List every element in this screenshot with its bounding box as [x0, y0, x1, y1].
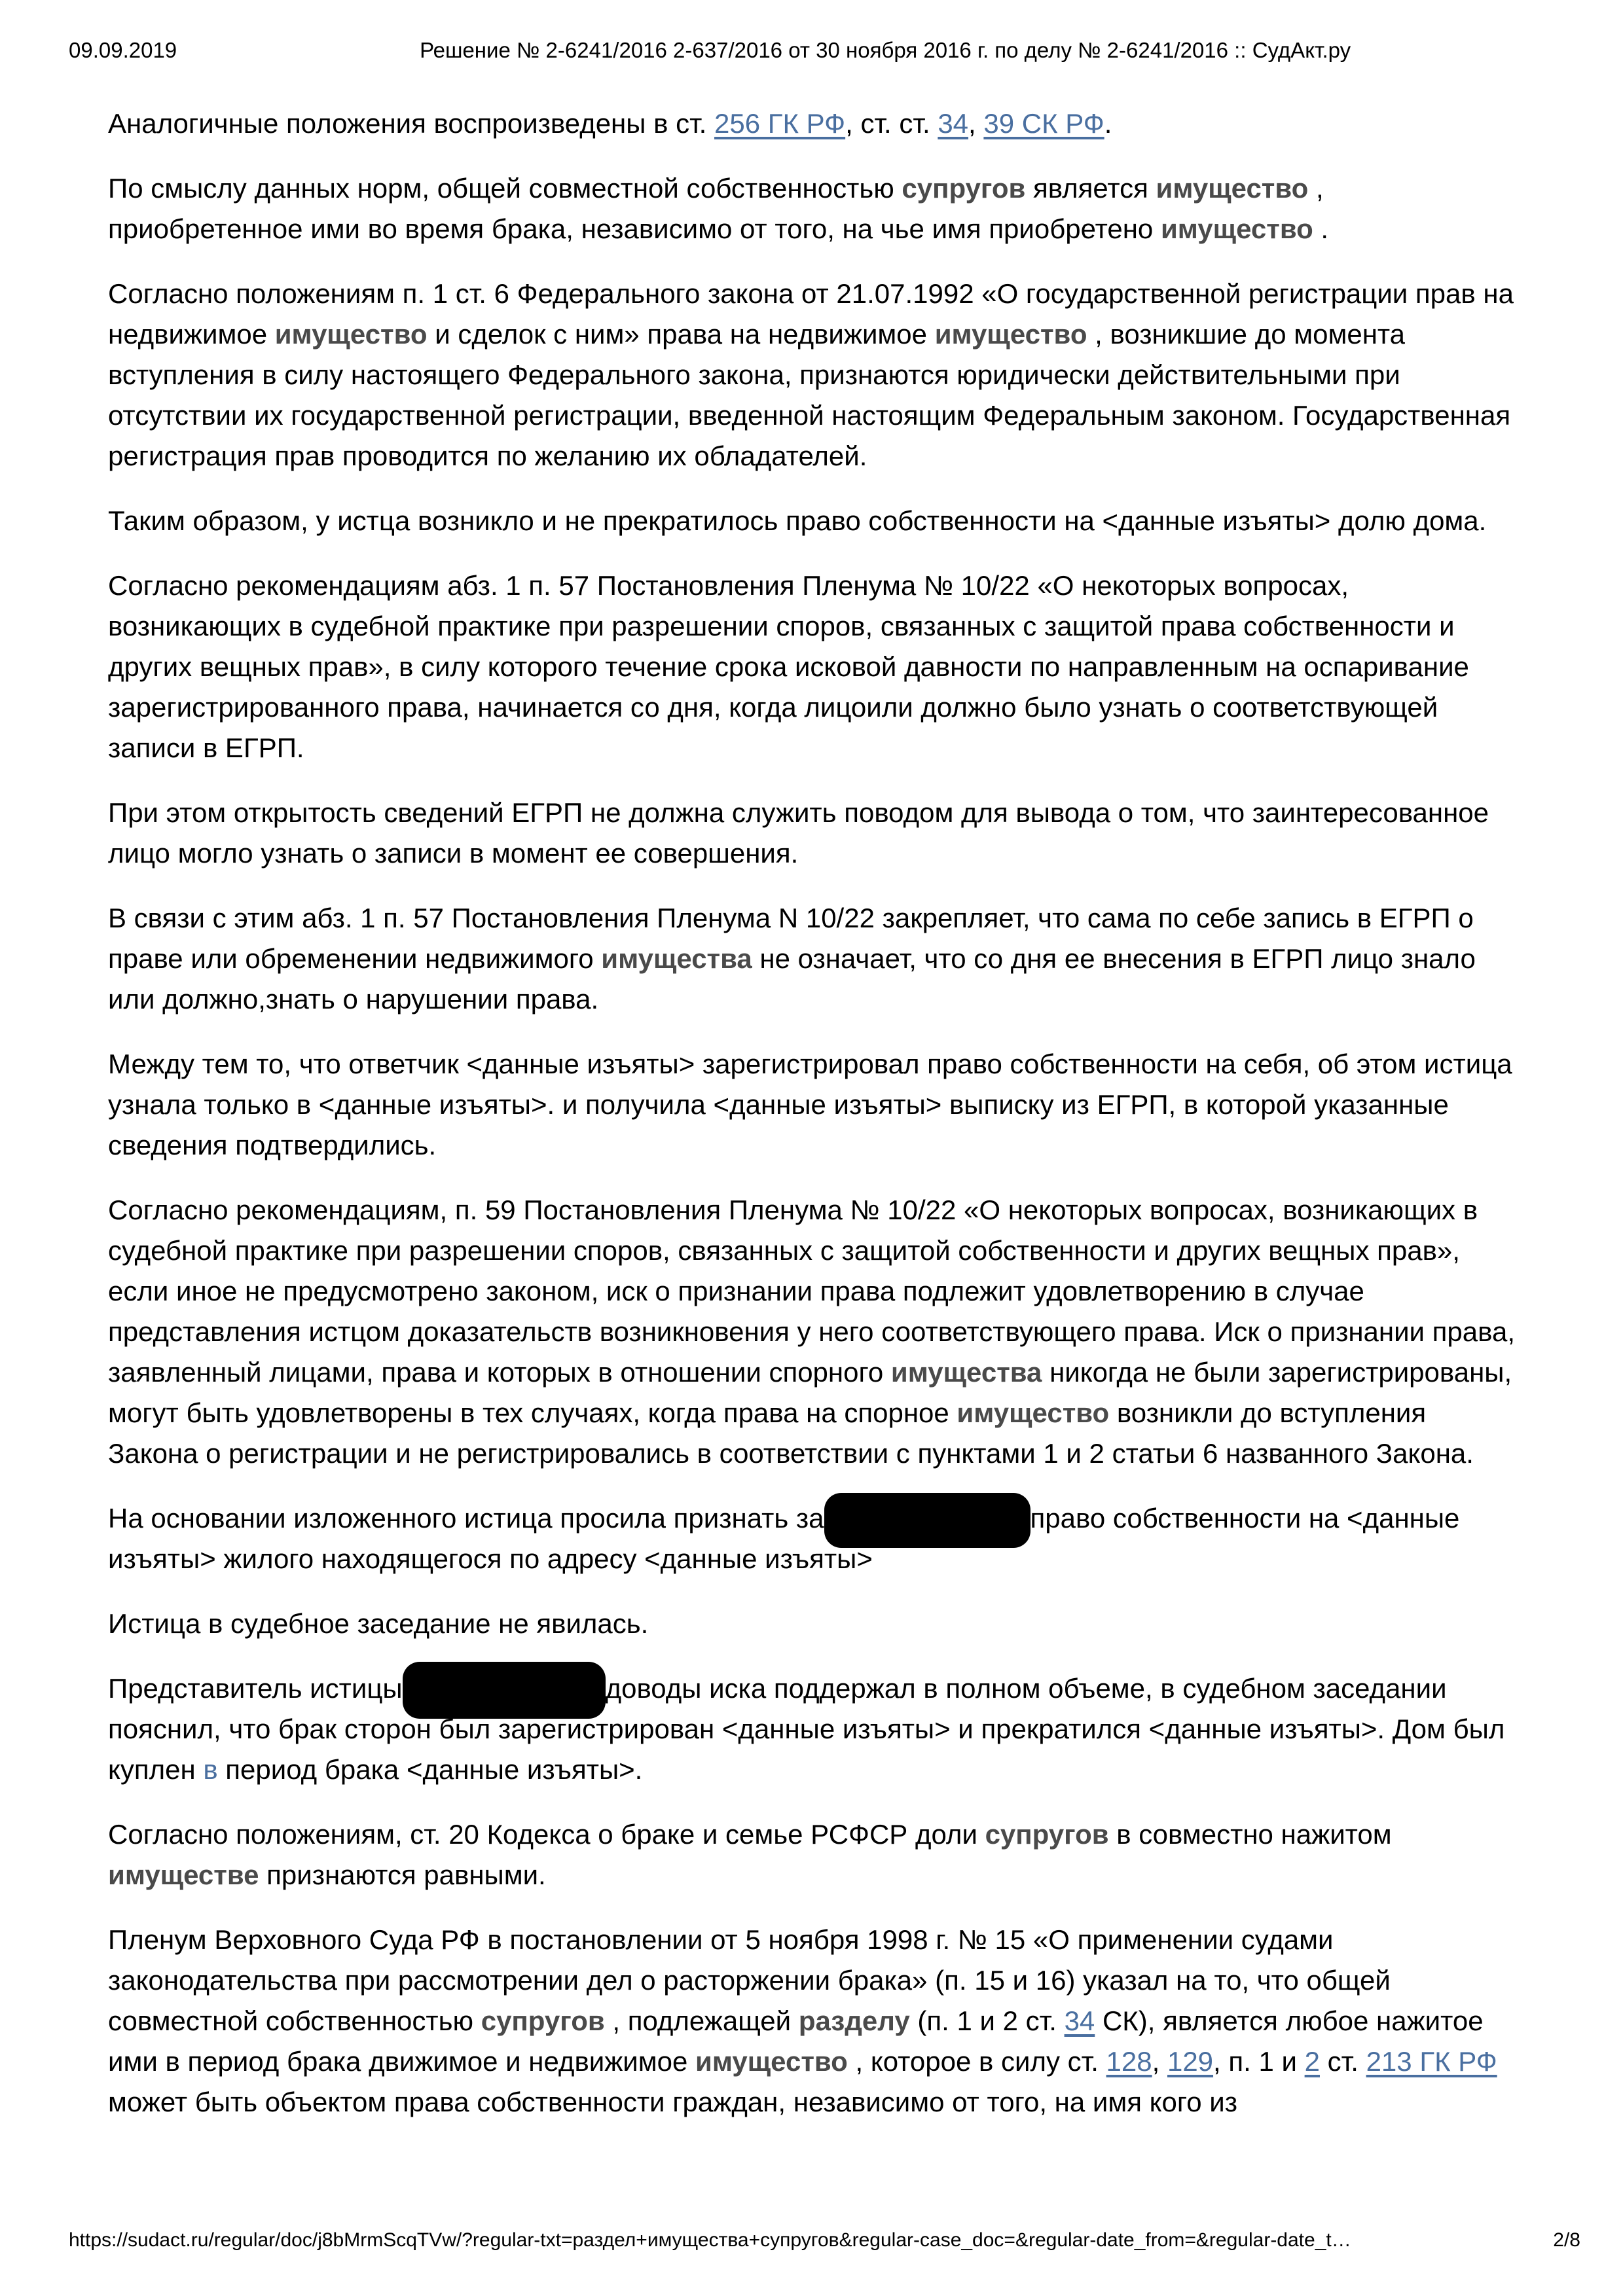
redaction-bar [824, 1493, 1030, 1548]
highlighted-term: супругов [902, 173, 1026, 204]
print-header [69, 37, 1554, 63]
text-run: никогда не были зарегистрированы, могут быть удовлетворены в тех случаях, когда права на спорное [108, 1357, 1512, 1428]
paragraph-9 [108, 1190, 1516, 1474]
law-link[interactable]: 39 СК РФ [983, 108, 1104, 139]
text-run: право собственности на <данные изъяты> жилого находящегося по адресу <данные изъяты> [108, 1503, 1460, 1574]
paragraph-6 [108, 793, 1516, 874]
text-run: возникли до вступления Закона о регистрации и не регистрировались в соответствии с пунктами 1 и 2 статьи 6 названного Закона. [108, 1397, 1474, 1469]
source-url: https://sudact.ru/regular/doc/j8bMrmScqTVw/?regular-txt=раздел+имущества+супругов&regular-case_doc=&regular-date_from=&regular-date_t… [69, 2229, 1351, 2251]
highlighted-term: имуществе [108, 1859, 259, 1890]
paragraph-14 [108, 1920, 1516, 2123]
highlighted-term: имущество [695, 2046, 848, 2077]
text-run: Согласно положениям п. 1 ст. 6 Федерального закона от 21.07.1992 «О государственной регистрации прав на недвижимое [108, 278, 1514, 350]
text-run: , п. 1 и [1213, 2046, 1305, 2077]
text-run: может быть объектом права собственности граждан, независимо от того, на имя кого из [108, 2087, 1237, 2117]
highlighted-term: супругов [481, 2005, 605, 2036]
text-run: , [1152, 2046, 1167, 2077]
law-link[interactable]: 256 ГК РФ [714, 108, 846, 139]
text-run: Между тем то, что ответчик <данные изъяты> зарегистрировал право собственности на себя, об этом истица узнала только в <данные изъяты>. и получила <данные изъяты> выписку из ЕГРП, в которой указанные сведения подтвердились. [108, 1049, 1512, 1160]
text-run: , которое в силу ст. [847, 2046, 1106, 2077]
highlighted-term: разделу [798, 2005, 910, 2036]
text-run: признаются равными. [259, 1859, 546, 1890]
law-link[interactable]: 129 [1167, 2046, 1214, 2077]
text-run: , ст. ст. [845, 108, 938, 139]
text-run: По смыслу данных норм, общей совместной собственностью [108, 173, 902, 204]
highlighted-term: имущества [890, 1357, 1042, 1388]
page-number: 2/8 [1553, 2229, 1580, 2251]
highlighted-term: супругов [985, 1819, 1109, 1850]
highlighted-term: имущество [1160, 213, 1313, 244]
law-link[interactable]: 213 ГК РФ [1366, 2046, 1497, 2077]
text-run: Согласно положениям, ст. 20 Кодекса о браке и семье РСФСР доли [108, 1819, 985, 1850]
highlighted-term: имущество [957, 1397, 1110, 1428]
text-run: Аналогичные положения воспроизведены в ст. [108, 108, 715, 139]
redaction-bar [403, 1662, 606, 1719]
text-run: Пленум Верховного Суда РФ в постановлении от 5 ноября 1998 г. № 15 «О применении судами законодательства при рассмотрении дел о расторжении брака» (п. 15 и 16) указал на то, что общей совместной собственностью [108, 1924, 1391, 2036]
paragraph-10 [108, 1498, 1516, 1579]
text-run: Представитель истицы [108, 1673, 403, 1704]
text-run: , приобретенное ими во время брака, независимо от того, на чье имя приобретено [108, 173, 1324, 244]
paragraph-1 [108, 103, 1516, 144]
text-run: . [1313, 213, 1329, 244]
law-link[interactable]: 34 [1064, 2005, 1095, 2036]
text-run: не означает, что со дня ее внесения в ЕГРП лицо знало или должно,знать о нарушении права. [108, 943, 1476, 1014]
text-run: ст. [1319, 2046, 1366, 2077]
text-run: является [1025, 173, 1156, 204]
highlighted-term: имущества [601, 943, 752, 974]
text-run: и сделок с ним» права на недвижимое [427, 319, 935, 350]
text-run: , [968, 108, 984, 139]
paragraph-5 [108, 565, 1516, 768]
highlighted-term: имущество [274, 319, 428, 350]
text-run: Согласно рекомендациям абз. 1 п. 57 Постановления Пленума № 10/22 «О некоторых вопросах, возникающих в судебной практике при разрешении споров, связанных с защитой права собственности и других вещных прав», в силу которого течение срока исковой давности по направленным на оспаривание зарегистрированного права, начинается со дня, когда лицоили должно было узнать о соответствующей записи в ЕГРП. [108, 570, 1469, 763]
paragraph-12 [108, 1668, 1516, 1790]
print-footer [69, 2228, 1580, 2253]
blue-text-run: в [203, 1754, 218, 1785]
print-date: 09.09.2019 [69, 38, 177, 62]
text-run: в совместно нажитом [1108, 1819, 1392, 1850]
highlighted-term: имущество [1156, 173, 1309, 204]
paragraph-8 [108, 1044, 1516, 1166]
document-body [108, 103, 1516, 2147]
paragraph-13 [108, 1814, 1516, 1895]
paragraph-11 [108, 1604, 1516, 1644]
highlighted-term: имущество [934, 319, 1087, 350]
law-link[interactable]: 128 [1106, 2046, 1152, 2077]
text-run: период брака <данные изъяты>. [217, 1754, 643, 1785]
paragraph-4 [108, 501, 1516, 541]
paragraph-3 [108, 274, 1516, 476]
text-run: , возникшие до момента вступления в силу настоящего Федерального закона, признаются юридически действительными при отсутствии их государственной регистрации, введенной настоящим Федеральным законом. Государственная регистрация прав проводится по желанию их обладателей. [108, 319, 1511, 471]
text-run: , подлежащей [604, 2005, 799, 2036]
paragraph-7 [108, 898, 1516, 1020]
paragraph-2 [108, 168, 1516, 249]
text-run: Таким образом, у истца возникло и не прекратилось право собственности на <данные изъяты> долю дома. [108, 505, 1487, 536]
text-run: СК), является любое нажитое ими в период брака движимое и недвижимое [108, 2005, 1484, 2077]
text-run: . [1104, 108, 1112, 139]
text-run: Согласно рекомендациям, п. 59 Постановления Пленума № 10/22 «О некоторых вопросах, возникающих в судебной практике при разрешении споров, связанных с защитой собственности и других вещных прав», если иное не предусмотрено законом, иск о признании права подлежит удовлетворению в случае представления истцом доказательств возникновения у него соответствующего права. Иск о признании права, заявленный лицами, права и которых в отношении спорного [108, 1194, 1515, 1388]
text-run: При этом открытость сведений ЕГРП не должна служить поводом для вывода о том, что заинтересованное лицо могло узнать о записи в момент ее совершения. [108, 797, 1489, 869]
law-link[interactable]: 34 [938, 108, 969, 139]
text-run: (п. 1 и 2 ст. [909, 2005, 1065, 2036]
text-run: В связи с этим абз. 1 п. 57 Постановления Пленума N 10/22 закрепляет, что сама по себе запись в ЕГРП о праве или обременении недвижимого [108, 903, 1474, 974]
text-run: На основании изложенного истица просила признать за [108, 1503, 824, 1534]
page-title: Решение № 2-6241/2016 2-637/2016 от 30 ноября 2016 г. по делу № 2-6241/2016 :: СудАкт.ру [420, 38, 1351, 62]
text-run: доводы иска поддержал в полном объеме, в судебном заседании пояснил, что брак сторон был зарегистрирован <данные изъяты> и прекратился <данные изъяты>. Дом был куплен [108, 1673, 1505, 1785]
law-link[interactable]: 2 [1304, 2046, 1320, 2077]
text-run: Истица в судебное заседание не явилась. [108, 1608, 649, 1639]
